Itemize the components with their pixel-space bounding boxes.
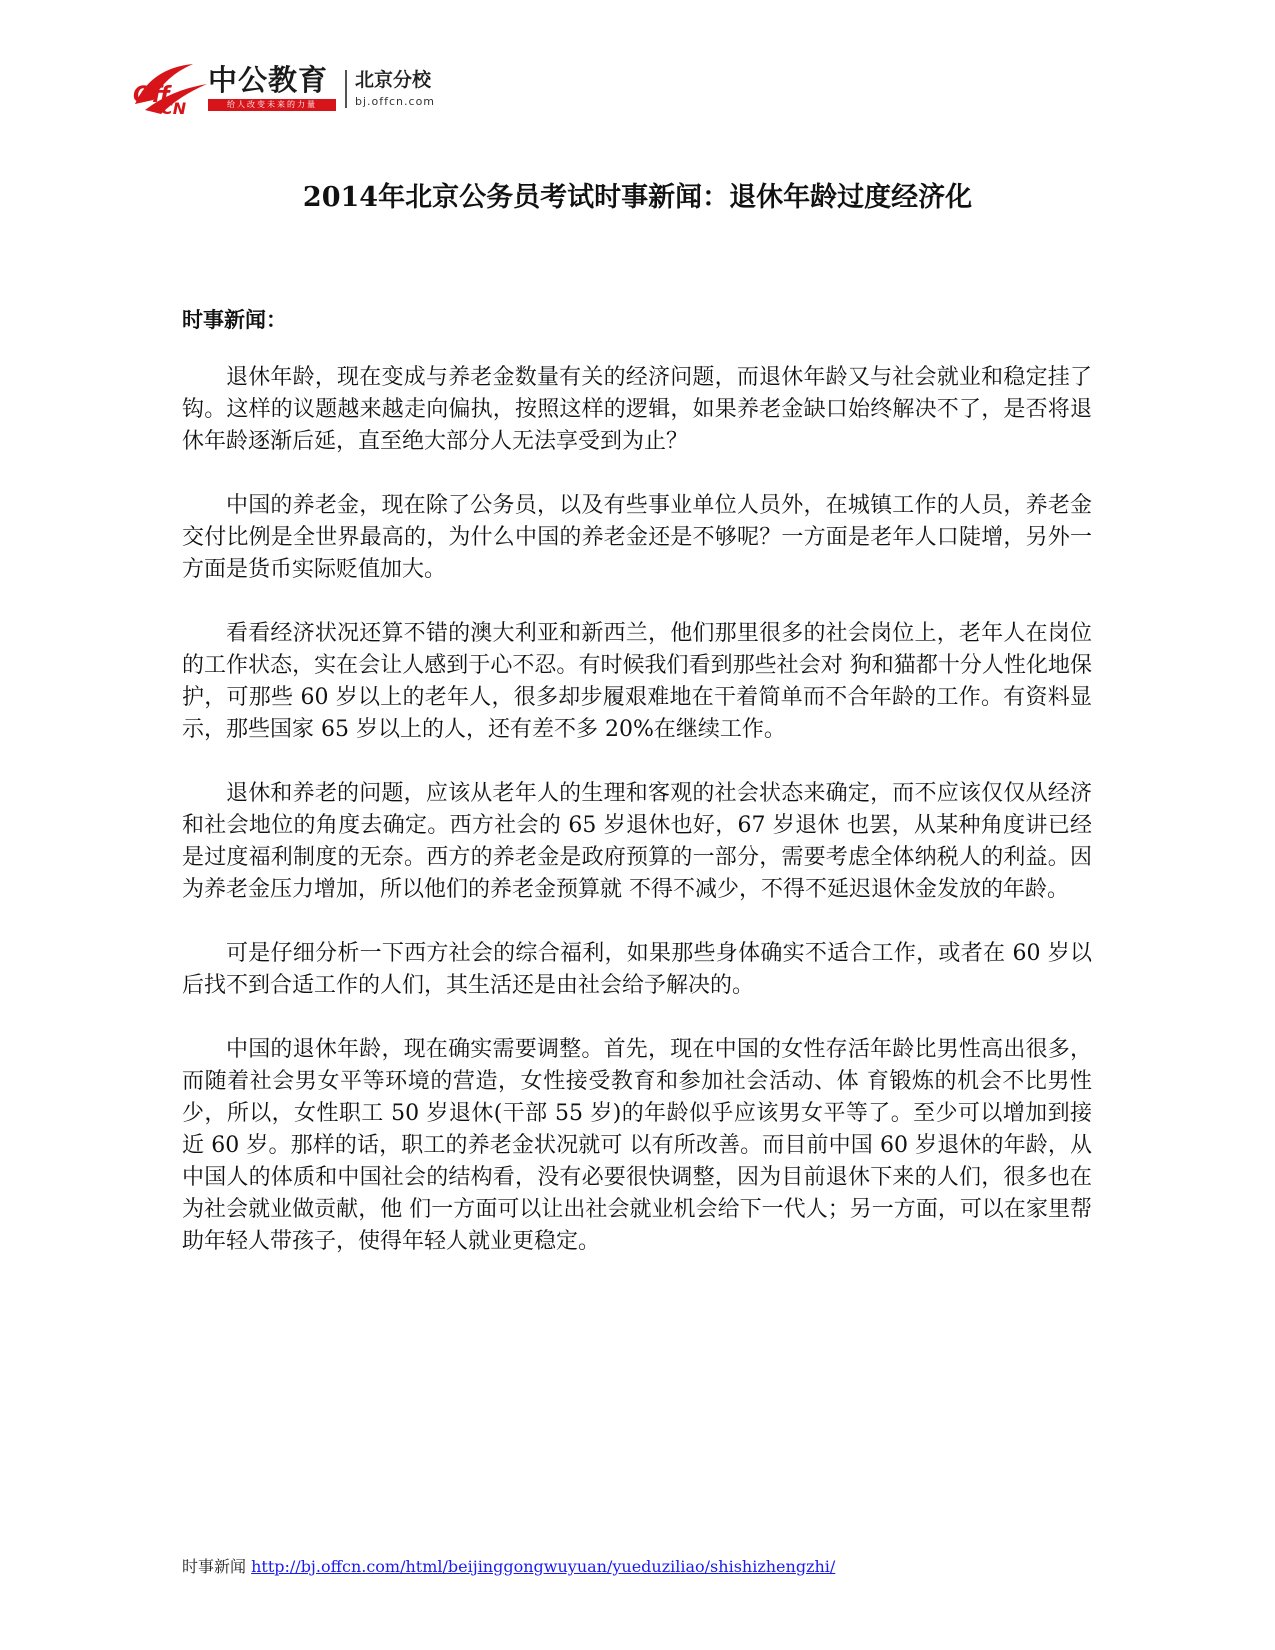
- paragraph: 看看经济状况还算不错的澳大利亚和新西兰，他们那里很多的社会岗位上，老年人在岗位的工作状态，实在会让人感到于心不忍。有时候我们看到那些社会对 狗和猫都十分人性化地保护，可那些 60 岁以上的老年人，很多却步履艰难地在干着简单而不合年龄的工作。有资料显示，那些国家 65 岁以上的人，还有差不多 20%在继续工作。: [182, 621, 1092, 742]
- offcn-logo-icon: [131, 60, 209, 116]
- paragraph: 中国的退休年龄，现在确实需要调整。首先，现在中国的女性存活年龄比男性高出很多，而随着社会男女平等环境的营造，女性接受教育和参加社会活动、体 育锻炼的机会不比男性少，所以，女性职工 50 岁退休(干部 55 岁)的年龄似乎应该男女平等了。至少可以增加到接近 60 岁。那样的话，职工的养老金状况就可 以有所改善。而目前中国 60 岁退休的年龄，从中国人的体质和中国社会的结构看，没有必要很快调整，因为目前退休下来的人们，很多也在为社会就业做贡献，他 们一方面可以让出社会就业机会给下一代人；另一方面，可以在家里帮助年轻人带孩子，使得年轻人就业更稳定。: [182, 1037, 1092, 1254]
- page-footer: [182, 1556, 835, 1578]
- document-title: 2014年北京公务员考试时事新闻：退休年龄过度经济化: [302, 182, 973, 213]
- branch-url: bj.offcn.com: [355, 95, 436, 108]
- paragraph: 退休年龄，现在变成与养老金数量有关的经济问题，而退休年龄又与社会就业和稳定挂了钩。这样的议题越来越走向偏执，按照这样的逻辑，如果养老金缺口始终解决不了，是否将退休年龄逐渐后延，直至绝大部分人无法享受到为止？: [182, 365, 1092, 454]
- footer-link[interactable]: http://bj.offcn.com/html/beijinggongwuyuan/yueduziliao/shishizhengzhi/: [251, 1557, 836, 1576]
- section-label: 时事新闻：: [182, 307, 287, 332]
- article-body: [182, 362, 1092, 1290]
- paragraph: 中国的养老金，现在除了公务员，以及有些事业单位人员外，在城镇工作的人员，养老金交付比例是全世界最高的，为什么中国的养老金还是不够呢？一方面是老年人口陡增，另外一方面是货币实际贬值加大。: [182, 493, 1092, 582]
- svg-text:CN: CN: [161, 99, 187, 116]
- header-divider: [345, 70, 347, 108]
- logo-slogan: 给人改变未来的力量: [208, 99, 336, 111]
- footer-label: 时事新闻: [182, 1557, 247, 1576]
- logo-name: 中公教育: [208, 63, 329, 97]
- branch-name: 北京分校: [355, 69, 432, 91]
- paragraph: 可是仔细分析一下西方社会的综合福利，如果那些身体确实不适合工作，或者在 60 岁以后找不到合适工作的人们，其生活还是由社会给予解决的。: [182, 941, 1092, 998]
- svg-text:Off: Off: [133, 83, 171, 108]
- site-header: [131, 60, 451, 120]
- paragraph: 退休和养老的问题，应该从老年人的生理和客观的社会状态来确定，而不应该仅仅从经济和社会地位的角度去确定。西方社会的 65 岁退休也好，67 岁退休 也罢，从某种角度讲已经是过度福利制度的无奈。西方的养老金是政府预算的一部分，需要考虑全体纳税人的利益。因为养老金压力增加，所以他们的养老金预算就 不得不减少，不得不延迟退休金发放的年龄。: [182, 781, 1092, 902]
